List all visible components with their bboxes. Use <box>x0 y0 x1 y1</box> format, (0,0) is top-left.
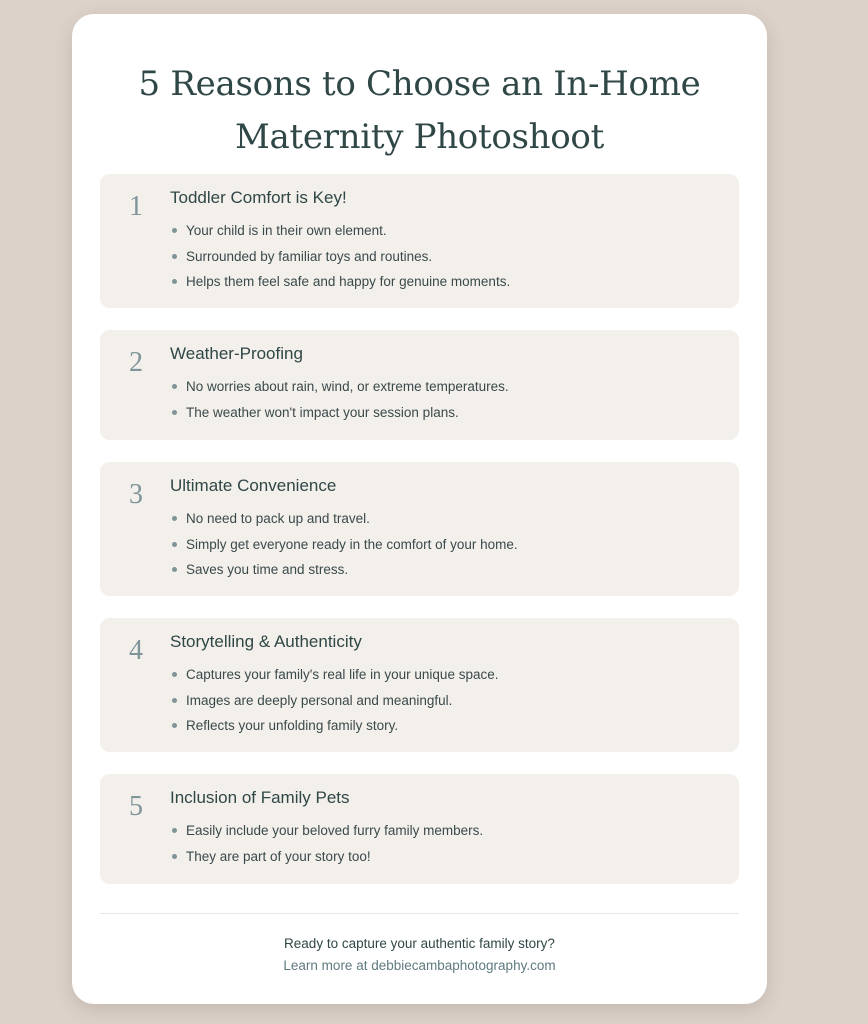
reason-point: Simply get everyone ready in the comfort of your home. <box>170 532 518 558</box>
reason-point: Easily include your beloved furry family members. <box>170 818 483 844</box>
reason-heading: Storytelling & Authenticity <box>170 632 362 651</box>
reason-card-1 <box>100 174 739 308</box>
reason-point: Helps them feel safe and happy for genuine moments. <box>170 269 510 295</box>
reason-points <box>170 218 510 295</box>
reason-heading: Toddler Comfort is Key! <box>170 188 347 207</box>
reason-point: No need to pack up and travel. <box>170 506 518 532</box>
footer-divider <box>100 913 739 914</box>
reason-number: 3 <box>129 479 143 510</box>
reason-number: 5 <box>129 791 143 822</box>
reason-point: Captures your family's real life in your unique space. <box>170 662 498 688</box>
reason-card-4 <box>100 618 739 752</box>
reason-number: 4 <box>129 635 143 666</box>
title-line-1: 5 Reasons to Choose an In-Home <box>138 64 701 104</box>
reason-points <box>170 662 498 739</box>
reason-heading: Weather-Proofing <box>170 344 303 363</box>
reason-card-2 <box>100 330 739 440</box>
reason-point: The weather won't impact your session plans. <box>170 400 509 426</box>
reason-point: Surrounded by familiar toys and routines. <box>170 244 510 270</box>
reason-points <box>170 506 518 583</box>
page-title <box>72 58 767 164</box>
reason-point: Reflects your unfolding family story. <box>170 713 498 739</box>
title-line-2: Maternity Photoshoot <box>235 117 604 157</box>
reason-point: They are part of your story too! <box>170 844 483 870</box>
infographic-card <box>72 14 767 1004</box>
footer-cta: Ready to capture your authentic family story? <box>284 936 555 951</box>
reason-points <box>170 374 509 425</box>
reason-heading: Inclusion of Family Pets <box>170 788 350 807</box>
reason-card-3 <box>100 462 739 596</box>
reason-point: Images are deeply personal and meaningful. <box>170 688 498 714</box>
reason-heading: Ultimate Convenience <box>170 476 337 495</box>
reason-points <box>170 818 483 869</box>
website-link[interactable]: Learn more at debbiecambaphotography.com <box>283 958 556 973</box>
reason-point: Saves you time and stress. <box>170 557 518 583</box>
reason-card-5 <box>100 774 739 884</box>
reason-number: 1 <box>129 191 143 222</box>
reason-number: 2 <box>129 347 143 378</box>
reason-point: Your child is in their own element. <box>170 218 510 244</box>
reason-point: No worries about rain, wind, or extreme temperatures. <box>170 374 509 400</box>
